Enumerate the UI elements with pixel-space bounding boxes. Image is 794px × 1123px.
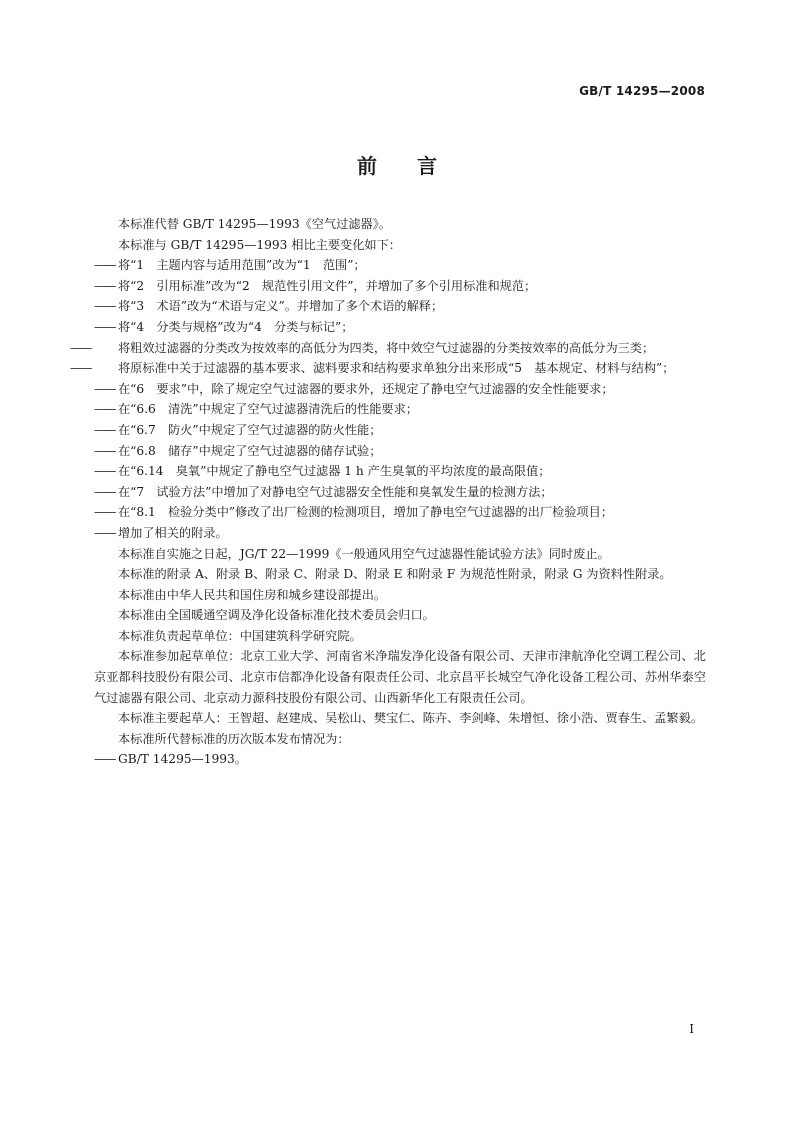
change-item xyxy=(94,482,706,503)
history-item-text: GB/T 14295—1993。 xyxy=(118,752,247,767)
change-item xyxy=(94,379,706,400)
change-item xyxy=(94,461,706,482)
history-list xyxy=(94,749,706,770)
change-item-text: 将粗效过滤器的分类改为按效率的高低分为四类，将中效空气过滤器的分类按效率的高低分为三类； xyxy=(118,340,655,355)
change-item-text: 在“8.1 检验分类中”修改了出厂检测的检测项目，增加了静电空气过滤器的出厂检验项目； xyxy=(118,505,613,520)
dash-mark: —— xyxy=(94,299,115,314)
change-item xyxy=(94,317,706,338)
dash-mark: —— xyxy=(94,443,115,458)
change-item-text: 在“6.6 清洗”中规定了空气过滤器清洗后的性能要求； xyxy=(118,402,418,417)
change-item-text: 在“6 要求”中，除了规定空气过滤器的要求外，还规定了静电空气过滤器的安全性能要求； xyxy=(118,381,614,396)
dash-mark: —— xyxy=(70,361,91,376)
paragraph-changes-intro: 本标准与 GB/T 14295—1993 相比主要变化如下： xyxy=(118,237,401,252)
dash-mark: —— xyxy=(94,258,115,273)
paragraph-managed-by: 本标准由全国暖通空调及净化设备标准化技术委员会归口。 xyxy=(118,608,435,623)
dash-mark: —— xyxy=(94,319,115,334)
dash-mark: —— xyxy=(94,422,115,437)
change-item xyxy=(94,255,706,276)
dash-mark: —— xyxy=(94,278,115,293)
paragraph-replaces: 本标准代替 GB/T 14295—1993《空气过滤器》。 xyxy=(118,217,391,231)
page-title: 前言 xyxy=(357,154,477,178)
change-item xyxy=(70,338,706,359)
change-item xyxy=(94,296,706,317)
change-item-text: 增加了相关的附录。 xyxy=(118,525,228,540)
change-item-text: 在“7 试验方法”中增加了对静电空气过滤器安全性能和臭氧发生量的检测方法； xyxy=(118,484,553,499)
change-item xyxy=(94,502,706,523)
dash-mark: —— xyxy=(70,340,91,355)
paragraph-history-intro: 本标准所代替标准的历次版本发布情况为： xyxy=(118,731,350,746)
change-item-text: 将“2 引用标准”改为“2 规范性引用文件”，并增加了多个引用标准和规范； xyxy=(118,278,537,293)
paragraph-participating-drafters: 本标准参加起草单位：北京工业大学、河南省米净瑞发净化设备有限公司、天津市津航净化空调工程公司、北京亚都科技股份有限公司、北京市信都净化设备有限责任公司、北京昌平长城空气净化设备工程公司、苏州华泰空气过滤器有限公司、北京动力源科技股份有限公司、山西新华化工有限责任公司。 xyxy=(94,649,706,705)
dash-mark: —— xyxy=(94,402,115,417)
paragraph-lead-drafter: 本标准负责起草单位：中国建筑科学研究院。 xyxy=(118,628,362,643)
change-item xyxy=(70,358,706,379)
change-item xyxy=(94,441,706,462)
dash-mark: —— xyxy=(94,381,115,396)
change-item-text: 将原标准中关于过滤器的基本要求、滤料要求和结构要求单独分出来形成“5 基本规定、材料与结构”； xyxy=(118,361,675,376)
paragraph-proposed-by: 本标准由中华人民共和国住房和城乡建设部提出。 xyxy=(118,587,387,602)
history-item xyxy=(94,749,706,770)
change-item-text: 在“6.8 储存”中规定了空气过滤器的储存试验； xyxy=(118,443,382,458)
paragraph-supersedes: 本标准自实施之日起，JG/T 22—1999《一般通风用空气过滤器性能试验方法》同时废止。 xyxy=(118,546,610,561)
paragraph-main-drafters: 本标准主要起草人：王智超、赵建成、吴松山、樊宝仁、陈卉、李剑峰、朱增恒、徐小浩、贾春生、孟繁毅。 xyxy=(118,711,703,726)
change-item xyxy=(94,523,706,544)
change-item-text: 将“3 术语”改为“术语与定义”。并增加了多个术语的解释； xyxy=(118,299,444,314)
change-item xyxy=(94,420,706,441)
dash-mark: —— xyxy=(94,464,115,479)
dash-mark: —— xyxy=(94,525,115,540)
dash-mark: —— xyxy=(94,484,115,499)
change-item-text: 将“1 主题内容与适用范围”改为“1 范围”； xyxy=(118,258,366,273)
dash-mark: —— xyxy=(94,752,115,767)
paragraph-annexes: 本标准的附录 A、附录 B、附录 C、附录 D、附录 E 和附录 F 为规范性附录，附录 G 为资料性附录。 xyxy=(118,567,672,582)
changes-list xyxy=(70,255,706,543)
change-item-text: 将“4 分类与规格”改为“4 分类与标记”； xyxy=(118,319,354,334)
change-item-text: 在“6.14 臭氧”中规定了静电空气过滤器 1 h 产生臭氧的平均浓度的最高限值； xyxy=(118,464,551,479)
page-number: I xyxy=(689,1022,694,1036)
standard-code: GB/T 14295—2008 xyxy=(579,84,705,98)
change-item xyxy=(94,276,706,297)
foreword-body xyxy=(70,214,706,770)
change-item xyxy=(94,399,706,420)
change-item-text: 在“6.7 防火”中规定了空气过滤器的防火性能； xyxy=(118,422,382,437)
dash-mark: —— xyxy=(94,505,115,520)
